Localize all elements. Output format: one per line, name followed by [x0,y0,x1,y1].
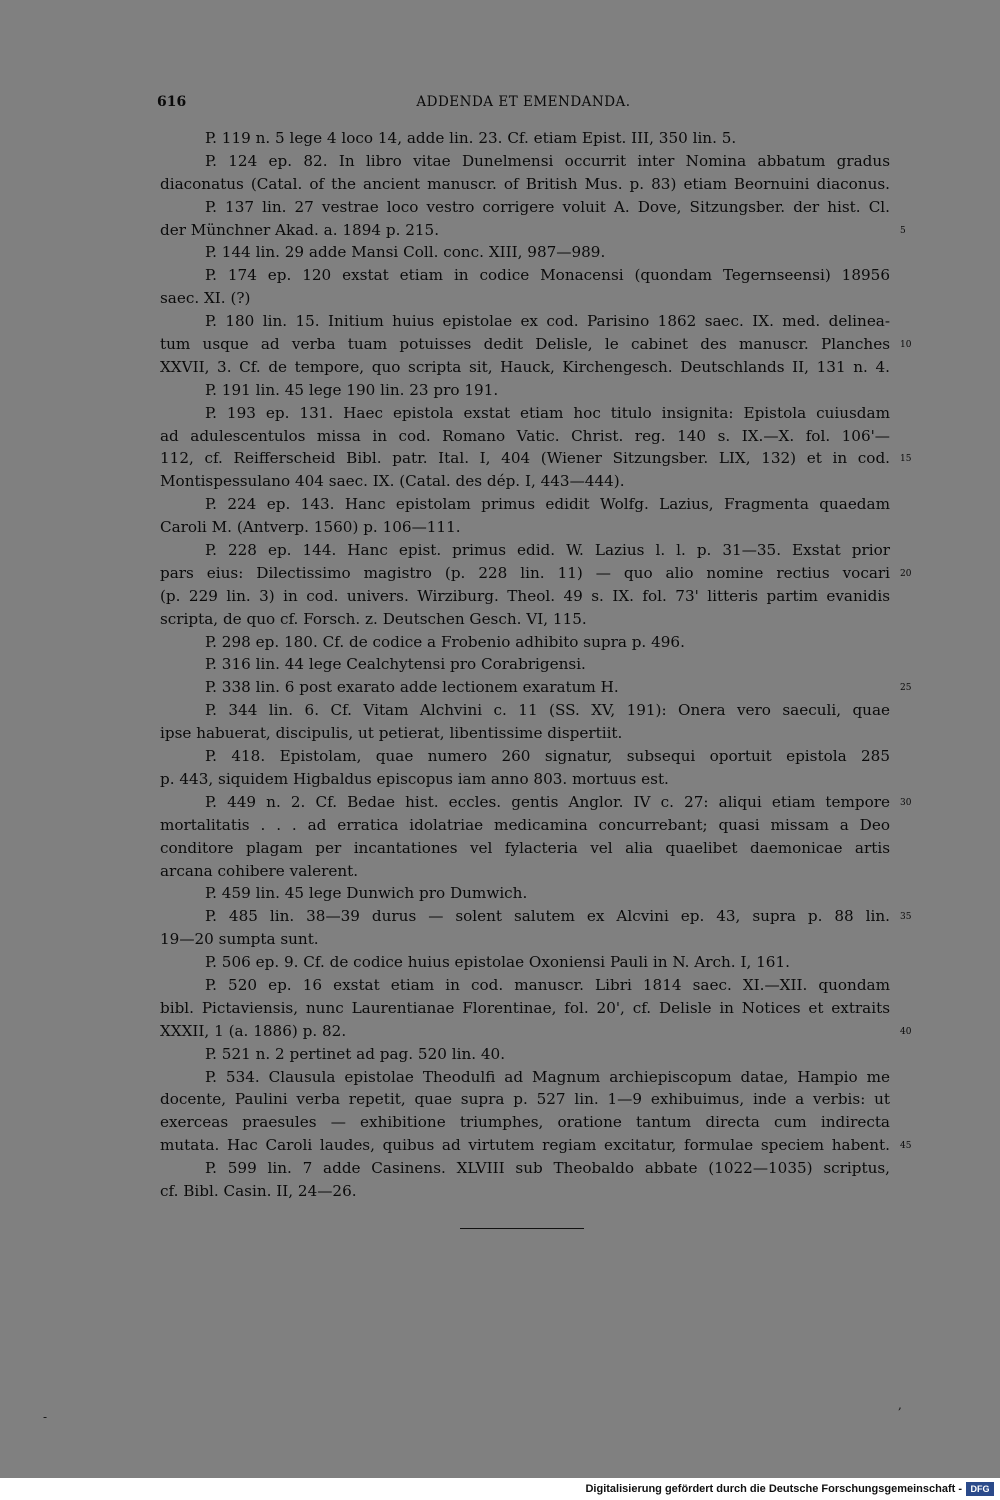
line-text: conditore plagam per incantationes vel fylacteria vel alia quaelibet daemonicae artis [160,838,890,857]
line-text: P. 224 ep. 143. Hanc epistolam primus edidit Wolfg. Lazius, Fragmenta quaedam [205,495,890,514]
line-text: bibl. Pictaviensis, nunc Laurentianae Florentinae, fol. 20', cf. Delisle in Notices et extraits [160,998,890,1017]
text-line [160,814,890,837]
line-text: mortalitatis . . . ad erratica idolatriae medicamina concurrebant; quasi missam a Deo [160,815,890,834]
line-text: Caroli M. (Antverp. 1560) p. 106—111. [160,518,461,537]
line-text: P. 338 lin. 6 post exarato adde lectionem exaratum H. [205,678,619,697]
line-text: cf. Bibl. Casin. II, 24—26. [160,1181,357,1200]
line-text: P. 174 ep. 120 exstat etiam in codice Monacensi (quondam Tegernseensi) 18956 [205,266,890,285]
line-text: P. 506 ep. 9. Cf. de codice huius epistolae Oxoniensi Pauli in N. Arch. I, 161. [205,953,790,972]
text-line [160,287,890,310]
line-text: P. 316 lin. 44 lege Cealchytensi pro Corabrigensi. [205,655,586,674]
text-line [160,585,890,608]
text-line [160,241,890,264]
text-line [160,1020,912,1043]
footer-bar [0,1478,1000,1500]
line-number: 45 [900,1141,912,1152]
line-text: ad adulescentulos missa in cod. Romano Vatic. Christ. reg. 140 s. IX.—X. fol. 106'— [160,426,890,445]
line-text: P. 124 ep. 82. In libro vitae Dunelmensi occurrit inter Nomina abbatum gradus [205,151,890,170]
text-line [160,905,912,928]
text-body [160,127,912,1203]
line-text: saec. XI. (?) [160,289,251,308]
line-text: P. 119 n. 5 lege 4 loco 14, adde lin. 23. Cf. etiam Epist. III, 350 lin. 5. [205,129,737,147]
line-number: 5 [900,225,906,236]
line-text: P. 599 lin. 7 adde Casinens. XLVIII sub Theobaldo abbate (1022—1035) scriptus, [205,1159,890,1178]
line-text: P. 344 lin. 6. Cf. Vitam Alchvini c. 11 (SS. XV, 191): Onera vero saeculi, quae [205,701,890,720]
line-text: Montispessulano 404 saec. IX. (Catal. des dép. I, 443—444). [160,472,625,491]
end-rule [460,1228,584,1229]
line-text: XXVII, 3. Cf. de tempore, quo scripta sit, Hauck, Kirchengesch. Deutschlands II, 131 n. 4. [160,357,890,376]
line-text: diaconatus (Catal. of the ancient manuscr. of British Mus. p. 83) etiam Beornuini diaconus. [160,174,890,193]
text-line [160,310,890,333]
text-line [160,379,890,402]
line-text: P. 520 ep. 16 exstat etiam in cod. manuscr. Libri 1814 saec. XI.—XII. quondam [205,975,890,994]
text-line [160,196,890,219]
text-line [160,676,912,699]
stray-mark: , [898,1398,902,1412]
line-text: ipse habuerat, discipulis, ut petierat, libentissime dispertiit. [160,724,623,743]
line-text: mutata. Hac Caroli laudes, quibus ad virtutem regiam excitatur, formulae speciem habent. [160,1136,890,1155]
text-line [160,722,890,745]
text-line [160,516,890,539]
text-line [160,1111,890,1134]
text-line [160,1088,890,1111]
text-line [160,447,912,470]
text-line [160,928,890,951]
line-number: 40 [900,1026,912,1037]
line-number: 20 [900,568,912,579]
text-line [160,1180,890,1203]
line-number: 15 [900,454,912,465]
text-line [160,860,890,883]
text-line [160,150,890,173]
text-line [160,1066,890,1089]
line-text: docente, Paulini verba repetit, quae supra p. 527 lin. 1—9 exhibuimus, inde a verbis: ut [160,1090,890,1109]
line-text: P. 485 lin. 38—39 durus — solent salutem ex Alcvini ep. 43, supra p. 88 lin. [205,907,890,926]
text-line [160,745,890,768]
line-text: tum usque ad verba tuam potuisses dedit Delisle, le cabinet des manuscr. Planches [160,335,890,354]
text-line [160,219,906,242]
line-text: P. 298 ep. 180. Cf. de codice a Frobenio adhibito supra p. 496. [205,632,685,651]
line-text: P. 137 lin. 27 vestrae loco vestro corrigere voluit A. Dove, Sitzungsber. der hist. Cl. [205,197,890,216]
text-line [160,974,890,997]
line-text: P. 418. Epistolam, quae numero 260 signatur, subsequi oportuit epistola 285 [205,747,890,766]
text-line [160,699,890,722]
line-text: 19—20 sumpta sunt. [160,930,319,949]
text-line [160,1157,890,1180]
line-text: exerceas praesules — exhibitione triumphes, oratione tantum directa cum indirecta [160,1113,890,1132]
footer-credit: Digitalisierung gefördert durch die Deutsche Forschungsgemeinschaft - [585,1483,962,1495]
text-line [160,768,890,791]
text-line [160,837,890,860]
line-text: P. 459 lin. 45 lege Dunwich pro Dumwich. [205,884,528,903]
line-text: P. 193 ep. 131. Haec epistola exstat etiam hoc titulo insignita: Epistola cuiusdam [205,403,890,422]
page-header [157,94,890,116]
text-line [160,631,890,654]
text-line [160,402,890,425]
text-line [160,1043,890,1066]
text-line [160,608,890,631]
text-line [160,264,890,287]
line-text: P. 521 n. 2 pertinet ad pag. 520 lin. 40. [205,1044,506,1063]
line-text: der Münchner Akad. a. 1894 p. 215. [160,220,440,239]
stray-mark: - [43,1410,48,1424]
line-text: p. 443, siquidem Higbaldus episcopus iam anno 803. mortuus est. [160,769,669,788]
line-number: 35 [900,912,912,923]
running-head: ADDENDA ET EMENDANDA. [416,94,631,110]
text-line [160,173,890,196]
line-text: 112, cf. Reifferscheid Bibl. patr. Ital. I, 404 (Wiener Sitzungsber. LIX, 132) et in cod. [160,449,890,468]
line-number: 30 [900,797,912,808]
line-text: (p. 229 lin. 3) in cod. univers. Wirziburg. Theol. 49 s. IX. fol. 73' litteris partim evanidis [160,586,890,605]
line-text: XXXII, 1 (a. 1886) p. 82. [160,1021,347,1040]
line-number: 10 [900,340,912,351]
line-text: P. 449 n. 2. Cf. Bedae hist. eccles. gentis Anglor. IV c. 27: aliqui etiam tempore [205,792,890,811]
line-text: P. 180 lin. 15. Initium huius epistolae ex cod. Parisino 1862 saec. IX. med. delinea- [205,312,890,331]
text-line [160,470,890,493]
text-line [160,1134,912,1157]
text-line [160,791,912,814]
text-line [160,997,890,1020]
line-text: pars eius: Dilectissimo magistro (p. 228 lin. 11) — quo alio nomine rectius vocari [160,563,890,582]
line-text: P. 228 ep. 144. Hanc epist. primus edid. W. Lazius l. l. p. 31—35. Exstat prior [205,541,890,560]
line-text: arcana cohibere valerent. [160,861,359,880]
text-line [160,493,890,516]
text-line [160,562,912,585]
text-line [160,951,890,974]
line-text: P. 144 lin. 29 adde Mansi Coll. conc. XIII, 987—989. [205,243,606,262]
text-line [160,882,890,905]
line-text: scripta, de quo cf. Forsch. z. Deutschen Gesch. VI, 115. [160,609,587,628]
text-line [160,653,890,676]
dfg-logo: DFG [966,1482,994,1496]
text-line [160,356,890,379]
text-line [160,127,890,150]
page-number: 616 [157,94,187,110]
text-line [160,333,912,356]
line-text: P. 191 lin. 45 lege 190 lin. 23 pro 191. [205,380,499,399]
line-text: P. 534. Clausula epistolae Theodulfi ad Magnum archiepiscopum datae, Hampio me [205,1067,890,1086]
line-number: 25 [900,683,912,694]
text-line [160,425,890,448]
text-line [160,539,890,562]
